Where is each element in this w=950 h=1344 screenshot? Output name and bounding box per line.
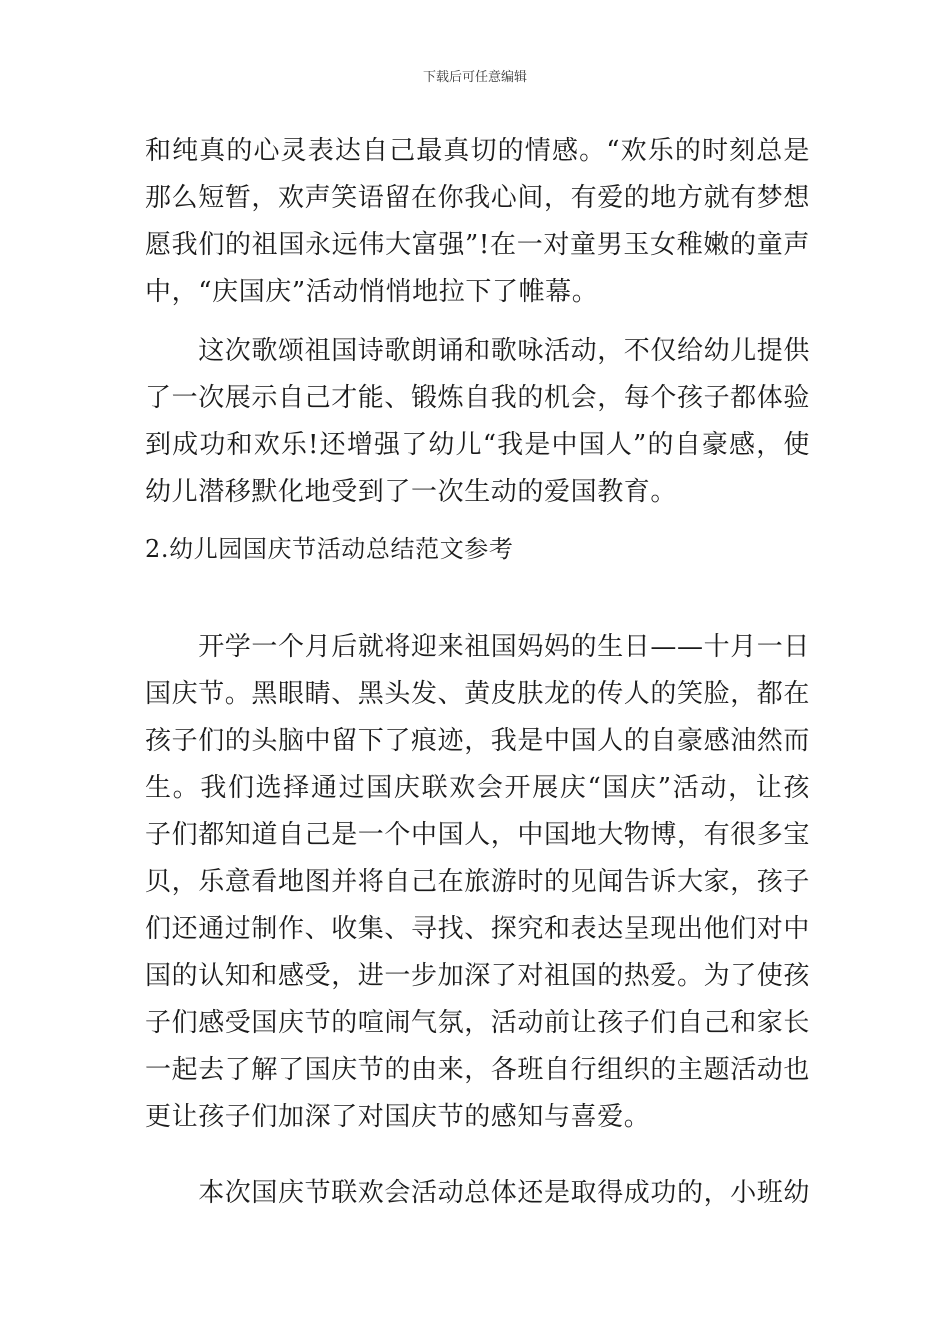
text-line: 一起去了解了国庆节的由来，各班自行组织的主题活动也 [145, 1055, 811, 1085]
text-line: 国的认知和感受，进一步加深了对祖国的热爱。为了使孩 [145, 961, 811, 991]
text-line: 们还通过制作、收集、寻找、探究和表达呈现出他们对中 [145, 914, 811, 944]
text-line: 了一次展示自己才能、锻炼自我的机会，每个孩子都体验 [145, 383, 811, 413]
text-line: 国庆节。黑眼睛、黑头发、黄皮肤龙的传人的笑脸，都在 [145, 679, 811, 709]
text-line: 愿我们的祖国永远伟大富强”!在一对童男玉女稚嫩的童声 [145, 230, 810, 260]
text-line: 开学一个月后就将迎来祖国妈妈的生日——十月一日 [145, 632, 811, 662]
text-line: 中，“庆国庆”活动悄悄地拉下了帷幕。 [145, 277, 599, 307]
text-line: 和纯真的心灵表达自己最真切的情感。“欢乐的时刻总是 [145, 136, 810, 166]
text-line: 更让孩子们加深了对国庆节的感知与喜爱。 [145, 1102, 651, 1132]
text-line: 那么短暂，欢声笑语留在你我心间，有爱的地方就有梦想 [145, 183, 811, 213]
text-line: 贝，乐意看地图并将自己在旅游时的见闻告诉大家，孩子 [145, 867, 811, 897]
section-heading: 2.幼儿园国庆节活动总结范文参考 [145, 535, 514, 563]
text-line: 生。我们选择通过国庆联欢会开展庆“国庆”活动，让孩 [145, 773, 810, 803]
text-line: 幼儿潜移默化地受到了一次生动的爱国教育。 [145, 477, 678, 507]
text-line: 这次歌颂祖国诗歌朗诵和歌咏活动，不仅给幼儿提供 [145, 336, 811, 366]
text-line: 子们感受国庆节的喧闹气氛，活动前让孩子们自己和家长 [145, 1008, 811, 1038]
text-line: 孩子们的头脑中留下了痕迹，我是中国人的自豪感油然而 [145, 726, 811, 756]
page-header: 下载后可任意编辑 [422, 70, 527, 85]
text-line: 子们都知道自己是一个中国人，中国地大物博，有很多宝 [145, 820, 811, 850]
text-line: 到成功和欢乐!还增强了幼儿“我是中国人”的自豪感，使 [145, 430, 810, 460]
text-line: 本次国庆节联欢会活动总体还是取得成功的，小班幼 [145, 1178, 811, 1208]
